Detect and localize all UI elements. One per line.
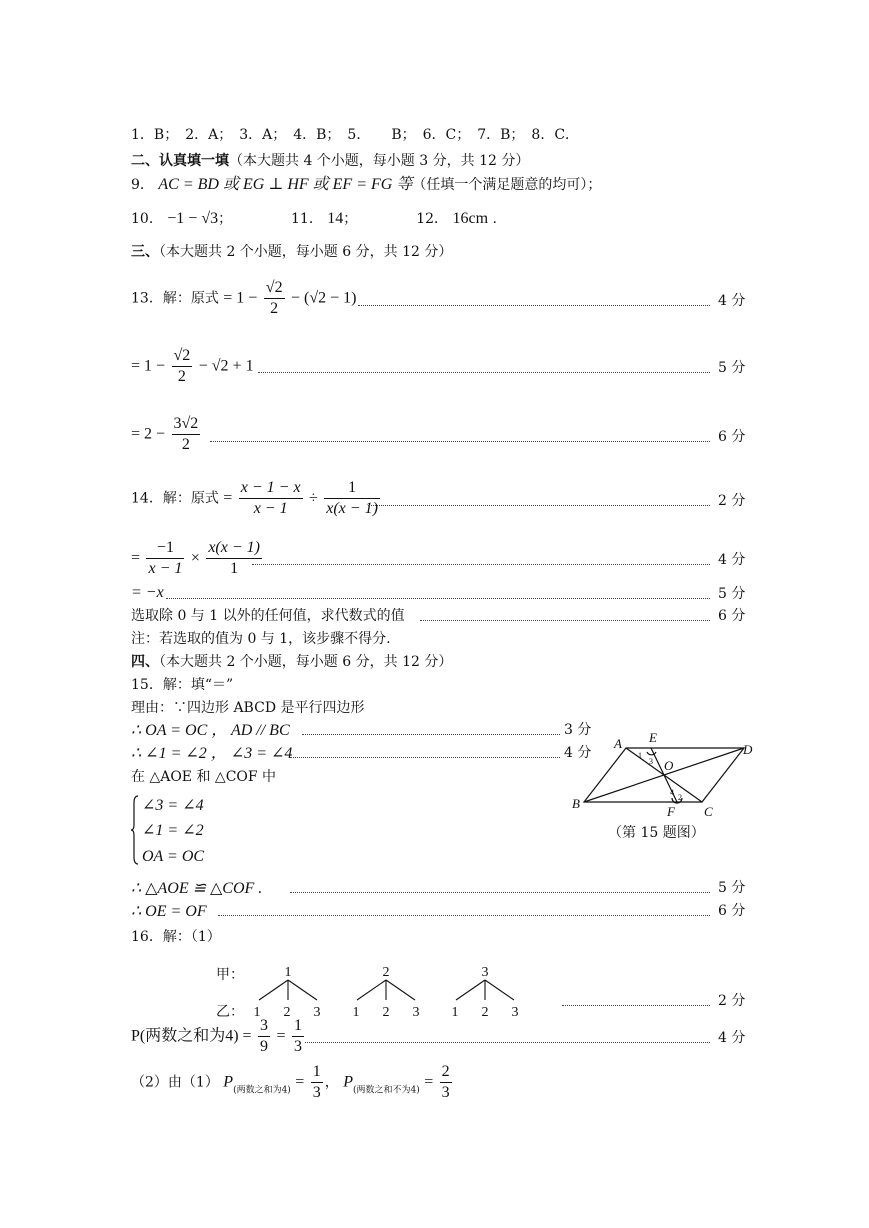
q13-score-1: 4 分 (718, 293, 746, 309)
q14-l2-den2: 1 (230, 560, 239, 577)
q14-leader-4 (420, 620, 710, 621)
tree-leaf: 3 (412, 1005, 420, 1020)
q16-p2-sub: (两数之和不为4) (352, 1085, 420, 1096)
q13-line-1: 13．解：原式 = 1 − $\frac{√2}{2}$ − (√2 − 1) (131, 279, 357, 317)
q15-leader-5 (218, 915, 710, 916)
q13-l2-num: √2 (172, 346, 193, 367)
q15-score-5: 6 分 (718, 903, 746, 919)
q9-answer (131, 176, 601, 194)
q14-line-1: 14．解：原式 = $\frac{x - 1 - x}{x - 1}$ ÷ $\frac{1}{x(x - 1)}$ (131, 479, 378, 517)
q13-leader-1 (358, 305, 710, 306)
q14-score-4: 6 分 (718, 608, 746, 624)
section-3-title: 三、 (131, 244, 159, 260)
q14-score-1: 2 分 (718, 493, 746, 509)
figure-caption: （第 15 题图） (608, 825, 705, 841)
q16-score-2: 4 分 (718, 1030, 746, 1046)
angle-label-2: 2 (678, 793, 682, 802)
q15-leader-2 (290, 757, 560, 758)
section-2-heading (131, 152, 529, 170)
tree-leaf: 2 (283, 1005, 291, 1020)
q13-l1-tail: − (√2 − 1) (291, 289, 357, 307)
section-3-note: （本大题共 2 个小题，每小题 6 分，共 12 分） (159, 244, 453, 260)
section-2-note: （本大题共 4 个小题，每小题 3 分，共 12 分） (229, 153, 530, 169)
q16-p2-symbol: P (343, 1073, 353, 1091)
q13-l2-tail: − √2 + 1 (198, 357, 254, 375)
q16-probability: P(两数之和为4) = $\frac{3}{9}$ = $\frac{1}{3}$ (131, 1017, 302, 1055)
section-4-title: 四、 (131, 654, 159, 670)
q16-p1-sub: (两数之和为4) (233, 1085, 291, 1096)
q16-leader-1 (562, 1005, 710, 1006)
q15-line-2: ∴ ∠1 = ∠2 ， ∠3 = ∠4 (131, 745, 293, 762)
q15-score-4: 5 分 (718, 880, 746, 896)
q16-p-label: P(两数之和为4) = (131, 1027, 252, 1045)
tree-leaf: 3 (511, 1005, 519, 1020)
q14-leader-1 (368, 505, 710, 506)
q15-leader-4 (290, 892, 710, 893)
system-eq-3: OA = OC (142, 848, 205, 865)
q14-line-2: = $\frac{-1}{x - 1}$ × $\frac{x(x - 1)}{1}$ (131, 539, 260, 577)
section-3-heading (131, 243, 452, 261)
tree-root-2: 2 (382, 965, 390, 980)
tree-label-yi: 乙： (216, 1004, 244, 1020)
q15-score-1: 3 分 (564, 722, 592, 738)
q13-leader-3 (210, 441, 710, 442)
angle-arc-e (647, 752, 656, 755)
q15-score-2: 4 分 (564, 745, 592, 761)
section-2-title: 二、认真填一填 (131, 153, 229, 169)
q14-note: 注：若选取的值为 0 与 1，该步骤不得分. (131, 631, 391, 647)
tree-root-1: 1 (284, 965, 292, 980)
q13-score-2: 5 分 (718, 360, 746, 376)
q16-score-1: 2 分 (718, 993, 746, 1009)
label-d: D (743, 742, 753, 757)
label-e: E (649, 730, 657, 745)
tree-root-3: 3 (481, 965, 489, 980)
label-c: C (704, 804, 713, 819)
q14-l1-den2: x(x − 1) (326, 500, 378, 517)
q16-p2-den: 3 (441, 1084, 450, 1101)
q12-num: 12． (416, 211, 449, 227)
q16-leader-2 (305, 1042, 710, 1043)
system-eq-2: ∠1 = ∠2 (142, 822, 204, 839)
q12-value: 16cm (452, 210, 489, 227)
section-4-note: （本大题共 2 个小题，每小题 6 分，共 12 分） (159, 654, 453, 670)
q15-line-4: ∴ △AOE ≌ △COF . (131, 880, 263, 897)
q16-p1-den: 3 (312, 1084, 321, 1101)
q13-l1-den: 2 (270, 300, 279, 317)
q14-l1-num2: 1 (324, 478, 380, 499)
q14-l2-num2: x(x − 1) (206, 538, 262, 559)
q14-l1-num: x − 1 − x (239, 478, 303, 499)
q10-12-answers: 10． −1 − √3； 11． 14； 12． 16cm . (131, 210, 497, 227)
q16-p2-num: 2 (440, 1062, 452, 1083)
q16-p1-num: 1 (311, 1062, 323, 1083)
q14-leader-2 (252, 564, 710, 565)
q13-line-2 (131, 346, 254, 387)
q16-p-den2: 3 (293, 1038, 302, 1055)
q13-l2-pre: = 1 − (131, 357, 166, 375)
q16-p-num1: 3 (258, 1016, 270, 1037)
q10-value: −1 − √3 (167, 210, 219, 227)
q13-l2-den: 2 (177, 368, 186, 385)
q16-part-2: （2）由（1） $P_{(两数之和为4)}$ = $\frac{1}{3}$ ， $P_{(两数之和不为4)}$ = $\frac{2}{3}$ (131, 1063, 450, 1101)
q13-label: 13．解：原式 (131, 290, 219, 307)
q13-l3-den: 2 (181, 436, 190, 453)
q9-note: （任填一个满足题意的均可）； (412, 177, 602, 193)
label-o: O (664, 758, 674, 773)
q14-l2-den: x − 1 (148, 560, 183, 577)
q11-num: 11． (291, 211, 323, 227)
q14-l1-den: x − 1 (253, 500, 288, 517)
label-a: A (614, 736, 622, 751)
tree-diagram (245, 962, 535, 1020)
q14-score-2: 4 分 (718, 552, 746, 568)
q15-line-3: 在 △AOE 和 △COF 中 (131, 769, 277, 785)
angle-label-1: 1 (638, 751, 642, 760)
system-eq-1: ∠3 = ∠4 (142, 797, 204, 814)
q14-leader-3 (166, 598, 710, 599)
q13-l3-num: 3√2 (172, 414, 201, 435)
q16-p1-symbol: P (223, 1073, 234, 1091)
q11-value: 14 (327, 210, 344, 227)
tree-leaf: 1 (352, 1005, 360, 1020)
q14-times: × (190, 549, 200, 567)
q15-line-5: ∴ OE = OF (131, 903, 207, 920)
q15-reason: 理由：∵四边形 ABCD 是平行四边形 (131, 700, 365, 716)
q14-line-3: = −x (131, 584, 164, 601)
label-b: B (572, 796, 580, 811)
tree-leaf: 2 (481, 1005, 489, 1020)
q15-head: 15．解：填“＝” (131, 677, 234, 693)
q10-num: 10． (131, 211, 163, 227)
angle-label-3: 3 (649, 757, 653, 766)
q16-p-den1: 9 (260, 1038, 269, 1055)
tree-leaf: 3 (313, 1005, 321, 1020)
tree-leaf: 2 (382, 1005, 390, 1020)
q16-part2-pre: （2）由（1） (131, 1074, 219, 1091)
q14-div: ÷ (309, 489, 318, 507)
q13-line-3 (131, 414, 202, 455)
parallelogram-figure (566, 730, 766, 822)
q14-score-3: 5 分 (718, 586, 746, 602)
q16-p-num2: 1 (292, 1016, 304, 1037)
q14-label: 14．解：原式 (131, 490, 219, 507)
tree-label-jia: 甲： (216, 967, 244, 983)
tree-leaf: 1 (253, 1005, 261, 1020)
q15-leader-1 (302, 734, 560, 735)
section-4-heading (131, 653, 452, 671)
system-brace (131, 795, 139, 865)
angle-label-4: 4 (670, 788, 674, 797)
label-f: F (667, 804, 675, 819)
mc-answers: 1．B； 2．A； 3．A； 4．B； 5． B； 6．C； 7．B； 8．C． (131, 127, 580, 143)
q13-l3-pre: = 2 − (131, 425, 166, 443)
q9-num: 9． (131, 177, 154, 193)
tree-leaf: 1 (451, 1005, 459, 1020)
q14-line-4: 选取除 0 与 1 以外的任何值，求代数式的值 (131, 608, 405, 624)
q14-l2-num: −1 (146, 538, 184, 559)
q13-leader-2 (258, 372, 710, 373)
q13-l1-num: √2 (264, 278, 285, 299)
q13-score-3: 6 分 (718, 429, 746, 445)
q15-line-1: ∴ OA = OC ， AD // BC (131, 722, 290, 739)
q9-expr: AC = BD 或 EG ⊥ HF 或 EF = FG 等 (158, 176, 413, 193)
q16-head: 16．解：（1） (131, 929, 221, 945)
